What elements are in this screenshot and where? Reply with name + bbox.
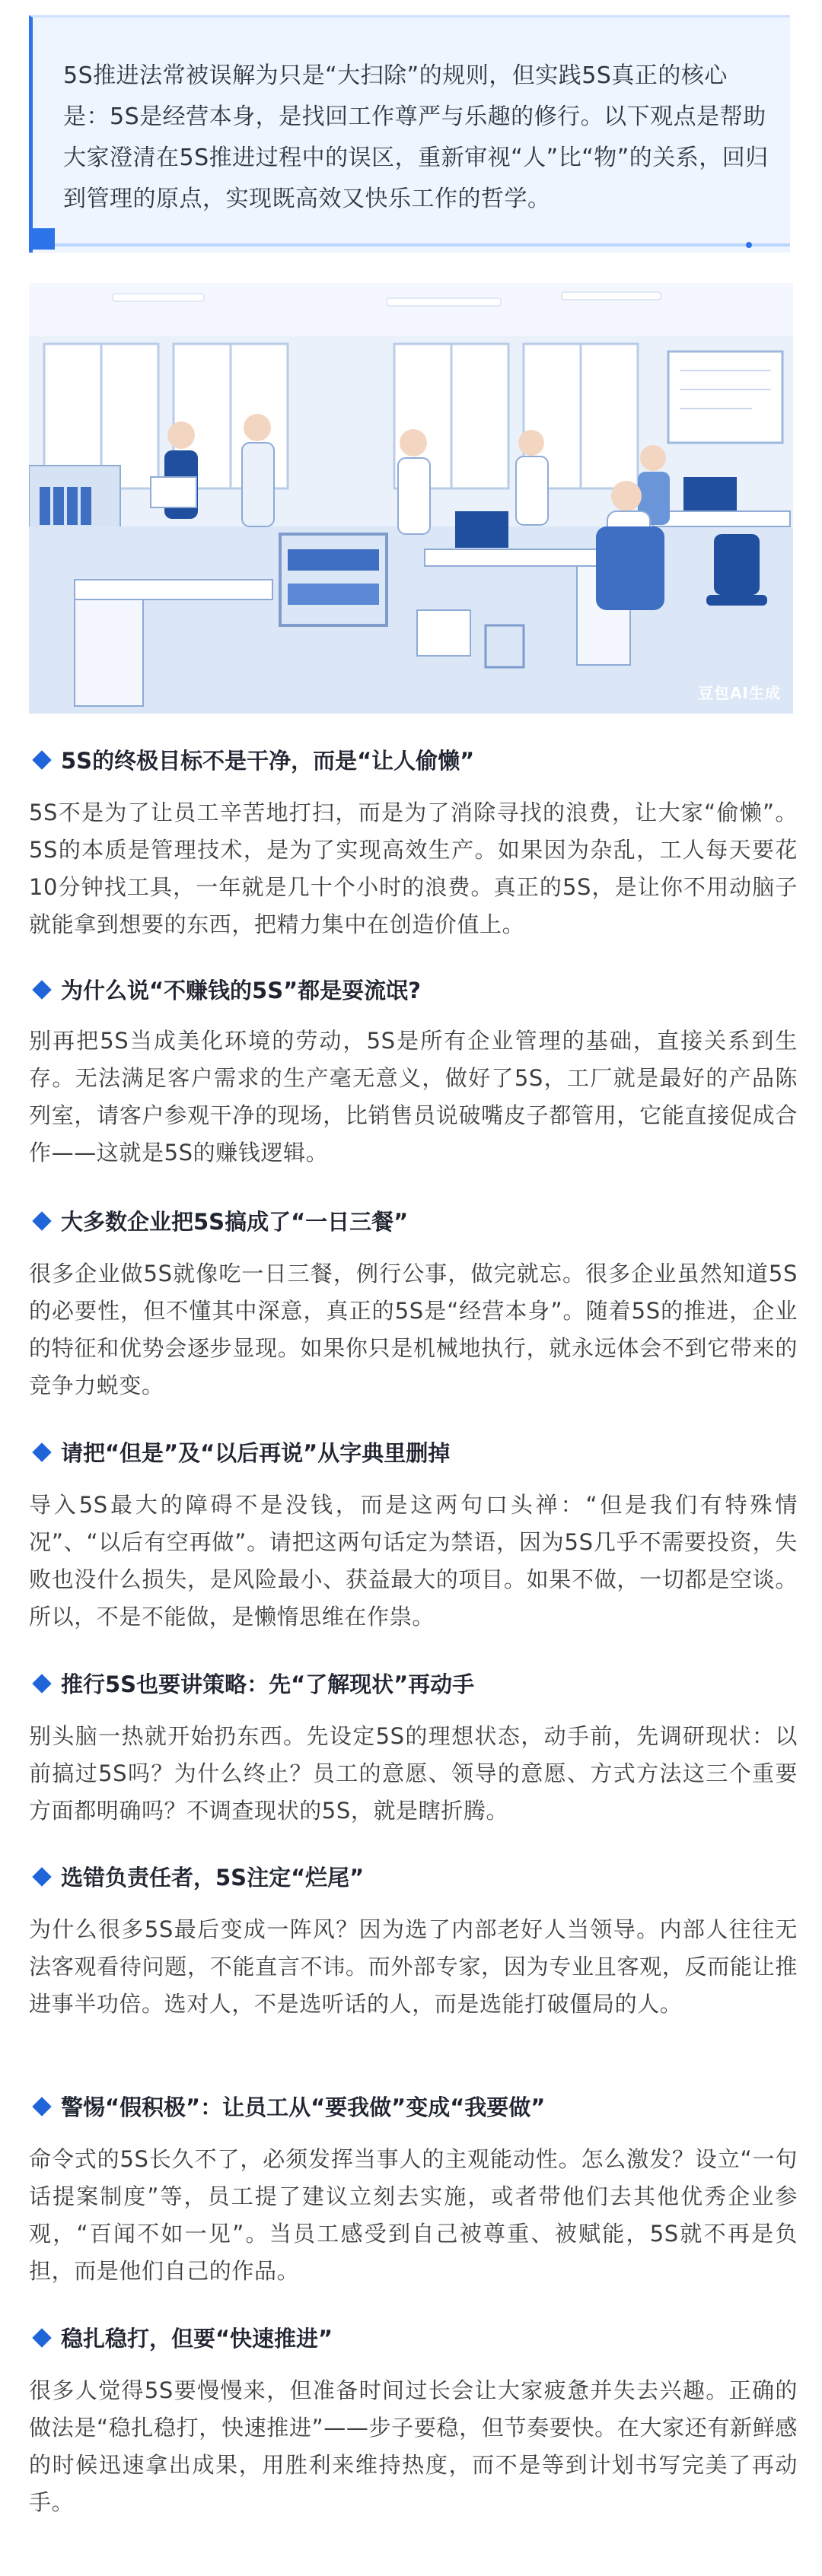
diamond-bullet-icon [32, 1211, 51, 1230]
section-heading-text: 大多数企业把5S搞成了“一日三餐” [61, 1209, 409, 1235]
section-body: 很多人觉得5S要慢慢来，但准备时间过长会让大家疲惫并失去兴趣。正确的做法是“稳扎稳打，快速推进”——步子要稳，但节奏要快。在大家还有新鲜感的时候迅速拿出成果，用胜利来维持热度，而不是等到计划书写完美了再动手。 [29, 2377, 798, 2515]
section-heading-text: 警惕“假积极”：让员工从“要我做”变成“我要做” [61, 2094, 546, 2120]
section-heading [30, 974, 421, 1005]
ai-generated-watermark: 豆包AI生成 [698, 684, 781, 702]
section-heading-text: 稳扎稳打，但要“快速推进” [61, 2326, 333, 2352]
section-body: 5S不是为了让员工辛苦地打扫，而是为了消除寻找的浪费，让大家“偷懒”。5S的本质是管理技术，是为了实现高效生产。如果因为杂乱，工人每天要花10分钟找工具，一年就是几十个小时的浪费。真正的5S，是让你不用动脑子就能拿到想要的东西，把精力集中在创造价值上。 [29, 800, 798, 937]
section-heading [30, 2091, 545, 2122]
section-body: 为什么很多5S最后变成一阵风？因为选了内部老好人当领导。内部人往往无法客观看待问题，不能直言不讳。而外部专家，因为专业且客观，反而能让推进事半功倍。选对人，不是选听话的人，而是选能打破僵局的人。 [29, 1916, 798, 2017]
section-heading-text: 5S的终极目标不是干净，而是“让人偷懒” [61, 748, 475, 774]
section-heading [30, 744, 474, 775]
diamond-bullet-icon [32, 980, 51, 999]
section-heading [30, 1668, 474, 1699]
section-heading [30, 2322, 333, 2353]
section-heading-text: 推行5S也要讲策略：先“了解现状”再动手 [61, 1671, 475, 1697]
section-heading [30, 1436, 450, 1468]
section-body: 命令式的5S长久不了，必须发挥当事人的主观能动性。怎么激发？设立“一句话提案制度”等，员工提了建议立刻去实施，或者带他们去其他优秀企业参观，“百闻不如一见”。当员工感受到自己被尊重、被赋能，5S就不再是负担，而是他们自己的作品。 [29, 2146, 798, 2284]
diamond-bullet-icon [32, 2328, 51, 2347]
diamond-bullet-icon [32, 1867, 51, 1886]
intro-underline [55, 243, 790, 246]
intro-accent-dot [746, 242, 752, 248]
diamond-bullet-icon [32, 1442, 51, 1461]
intro-text: 5S推进法常被误解为只是“大扫除”的规则，但实践5S真正的核心是：5S是经营本身，是找回工作尊严与乐趣的修行。以下观点是帮助大家澄清在5S推进过程中的误区，重新审视“人”比“物”的关系，回归到管理的原点，实现既高效又快乐工作的哲学。 [63, 62, 769, 212]
section-heading-text: 为什么说“不赚钱的5S”都是耍流氓? [61, 978, 422, 1003]
section-body: 别头脑一热就开始扔东西。先设定5S的理想状态，动手前，先调研现状：以前搞过5S吗？为什么终止？员工的意愿、领导的意愿、方式方法这三个重要方面都明确吗？不调查现状的5S，就是瞎折腾。 [29, 1723, 798, 1824]
section-heading [30, 1205, 408, 1236]
diamond-bullet-icon [32, 750, 51, 769]
office-illustration [29, 283, 793, 714]
section-body: 很多企业做5S就像吃一日三餐，例行公事，做完就忘。很多企业虽然知道5S的必要性，但不懂其中深意，真正的5S是“经营本身”。随着5S的推进，企业的特征和优势会逐步显现。如果你只是机械地执行，就永远体会不到它带来的竞争力蜕变。 [29, 1261, 798, 1398]
intro-quote-card [29, 15, 790, 253]
office-scene-drawing [29, 283, 793, 714]
section-body: 导入5S最大的障碍不是没钱，而是这两句口头禅：“但是我们有特殊情况”、“以后有空再做”。请把这两句话定为禁语，因为5S几乎不需要投资，失败也没什么损失，是风险最小、获益最大的项目。如果不做，一切都是空谈。所以，不是不能做，是懒惰思维在作祟。 [29, 1492, 798, 1630]
diamond-bullet-icon [32, 2097, 51, 2116]
diamond-bullet-icon [32, 1674, 51, 1693]
section-body: 别再把5S当成美化环境的劳动，5S是所有企业管理的基础，直接关系到生存。无法满足客户需求的生产毫无意义，做好了5S，工厂就是最好的产品陈列室，请客户参观干净的现场，比销售员说破嘴皮子都管用，它能直接促成合作——这就是5S的赚钱逻辑。 [29, 1028, 798, 1166]
section-heading [30, 1861, 364, 1892]
intro-accent-bar [29, 228, 55, 250]
section-heading-text: 请把“但是”及“以后再说”从字典里删掉 [61, 1440, 451, 1466]
section-heading-text: 选错负责任者，5S注定“烂尾” [61, 1865, 365, 1891]
